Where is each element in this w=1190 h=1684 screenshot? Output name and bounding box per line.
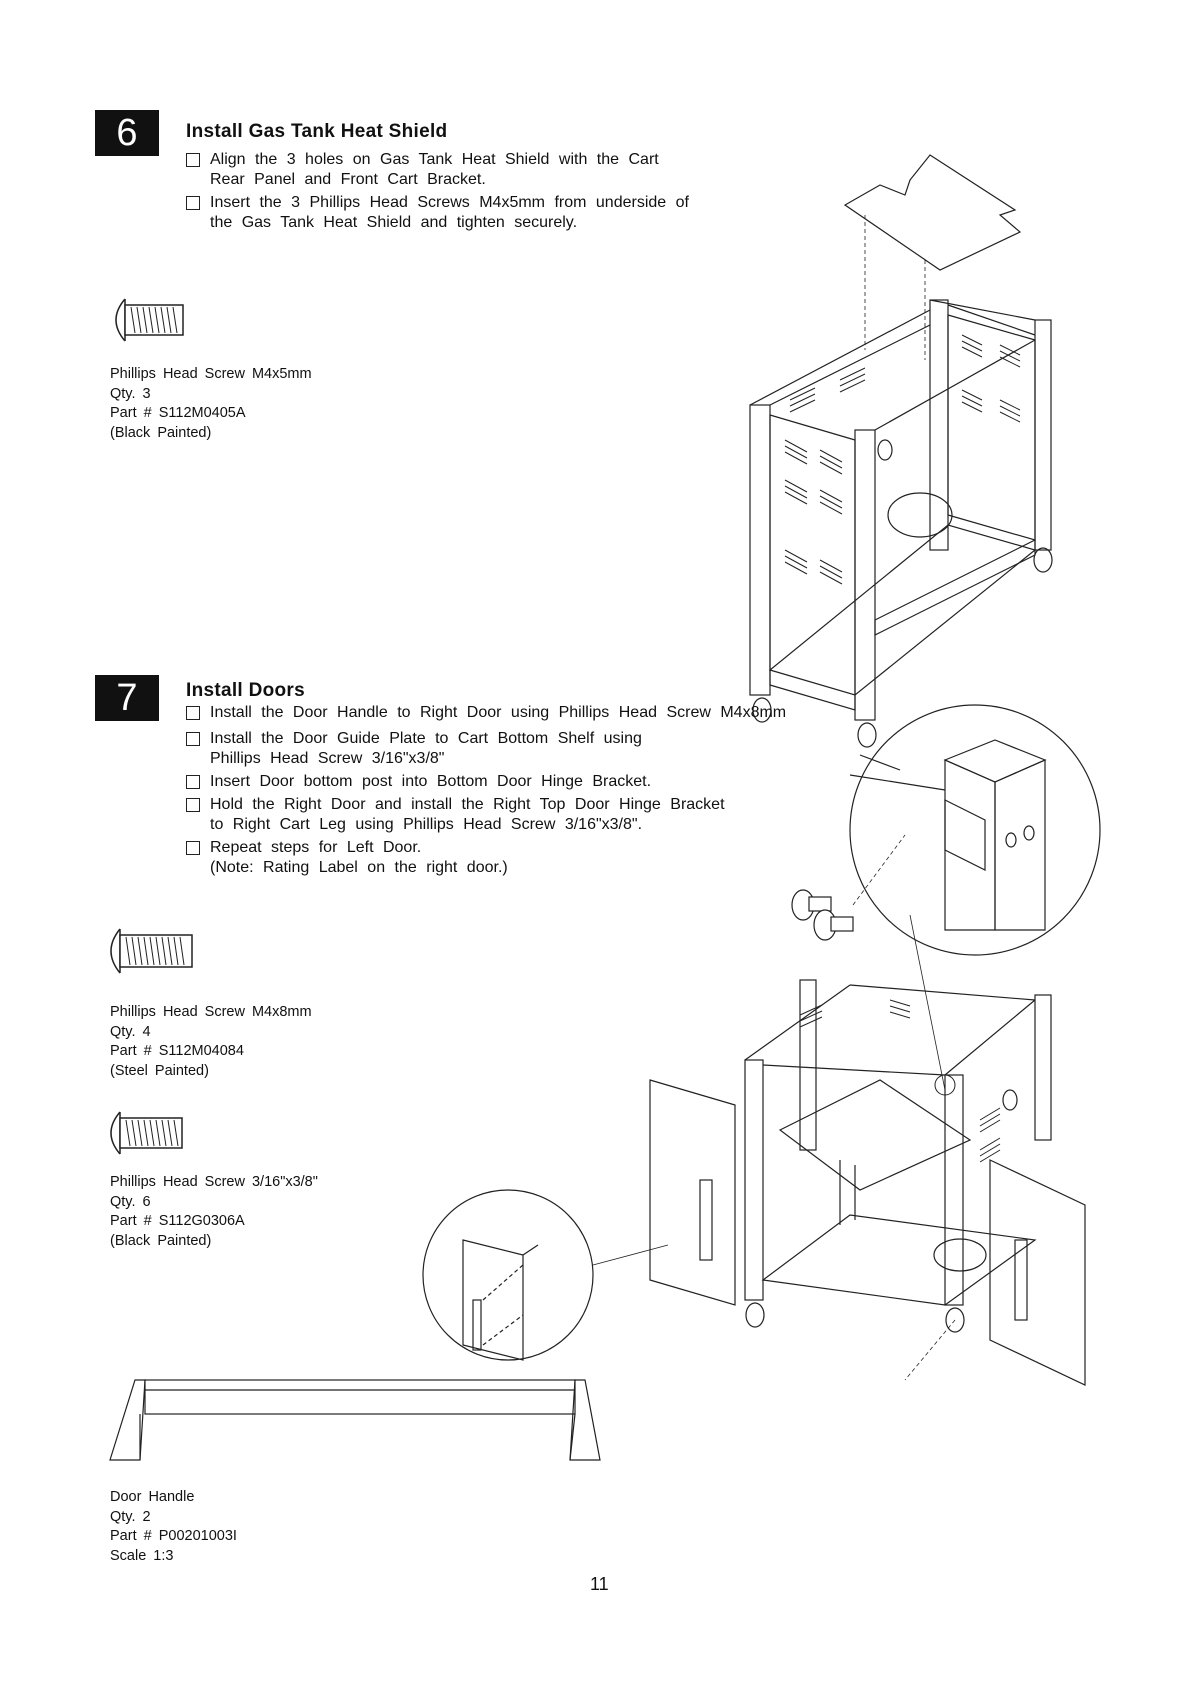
screw-icon — [100, 925, 200, 977]
instruction-item: Insert the 3 Phillips Head Screws M4x5mm from underside of the Gas Tank Heat Shield and tighten securely. — [184, 193, 764, 233]
part-scale: Scale 1:3 — [110, 1547, 174, 1564]
step-7-instructions — [184, 703, 864, 881]
part-finish: (Steel Painted) — [110, 1062, 209, 1079]
part-number: Part # S112M0405A — [110, 405, 246, 421]
checkbox-icon — [186, 706, 200, 720]
step-6-badge: 6 — [95, 110, 159, 156]
door-handle-icon — [105, 1376, 605, 1468]
part-qty: Qty. 3 — [110, 385, 151, 402]
cart-heat-shield-diagram — [730, 150, 1060, 670]
checkbox-icon — [186, 798, 200, 812]
part-qty: Qty. 4 — [110, 1023, 151, 1040]
instruction-item: Hold the Right Door and install the Right Top Door Hinge Bracket to Right Cart Leg using Phillips Head Screw 3/16"x3/8". — [184, 795, 864, 835]
step-7-title: Install Doors — [186, 680, 305, 701]
checkbox-icon — [186, 841, 200, 855]
hinge-detail-diagram — [845, 700, 1105, 960]
part-name: Phillips Head Screw 3/16"x3/8" — [110, 1174, 318, 1190]
part-name: Door Handle — [110, 1489, 195, 1505]
step-7-part-spec-2 — [110, 1173, 318, 1251]
part-name: Phillips Head Screw M4x5mm — [110, 366, 312, 382]
instruction-item: Install the Door Handle to Right Door using Phillips Head Screw M4x8mm — [184, 703, 864, 723]
checkbox-icon — [186, 153, 200, 167]
checkbox-icon — [186, 775, 200, 789]
step-6-part-spec — [110, 365, 312, 443]
cart-doors-diagram — [640, 960, 1100, 1500]
part-number: Part # P00201003I — [110, 1528, 237, 1544]
part-name: Phillips Head Screw M4x8mm — [110, 1004, 312, 1020]
instruction-item: Repeat steps for Left Door. (Note: Rating Label on the right door.) — [184, 838, 864, 878]
checkbox-icon — [186, 732, 200, 746]
part-number: Part # S112G0306A — [110, 1213, 245, 1229]
part-finish: (Black Painted) — [110, 424, 212, 441]
door-screw-detail-diagram — [418, 1185, 598, 1365]
part-qty: Qty. 6 — [110, 1193, 151, 1210]
part-number: Part # S112M04084 — [110, 1043, 244, 1059]
step-7-part-spec-1 — [110, 1003, 312, 1081]
page-number: 11 — [590, 1574, 609, 1594]
checkbox-icon — [186, 196, 200, 210]
instruction-item: Align the 3 holes on Gas Tank Heat Shield with the Cart Rear Panel and Front Cart Bracket. — [184, 150, 764, 190]
screw-icon — [105, 295, 195, 345]
step-7-badge: 7 — [95, 675, 159, 721]
step-6-instructions — [184, 150, 764, 236]
instruction-item: Install the Door Guide Plate to Cart Bottom Shelf using Phillips Head Screw 3/16"x3/8" — [184, 729, 864, 769]
instruction-item: Insert Door bottom post into Bottom Door Hinge Bracket. — [184, 772, 864, 792]
door-handle-spec — [110, 1488, 237, 1566]
loose-screws-icon — [785, 875, 865, 945]
step-6-title: Install Gas Tank Heat Shield — [186, 121, 448, 142]
part-qty: Qty. 2 — [110, 1508, 151, 1525]
screw-icon — [100, 1108, 190, 1158]
part-finish: (Black Painted) — [110, 1232, 212, 1249]
